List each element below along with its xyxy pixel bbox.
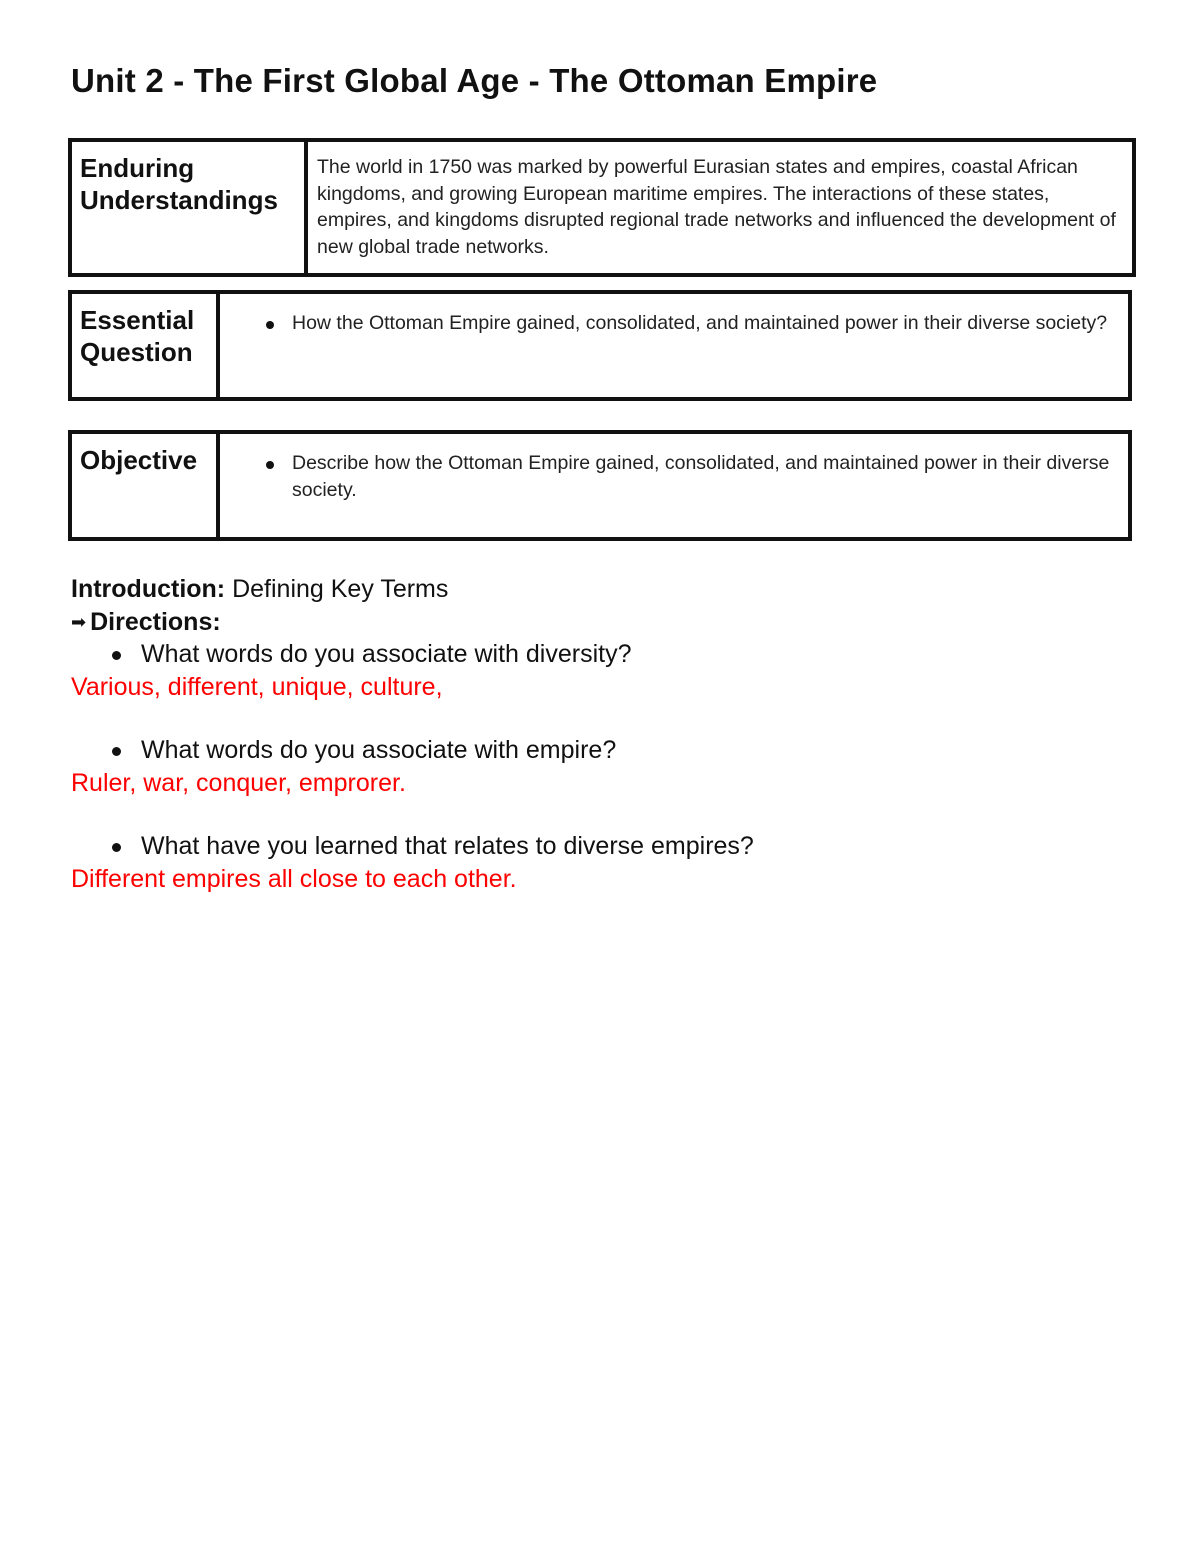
- directions-label: Directions:: [90, 607, 221, 636]
- objective-content: [220, 434, 1128, 537]
- question-item: [71, 638, 754, 671]
- directions-heading: [71, 606, 754, 639]
- bullet-icon: [266, 321, 274, 329]
- right-arrow-icon: ➡: [71, 611, 87, 632]
- bullet-icon: [112, 843, 121, 852]
- bullet-icon: [112, 747, 121, 756]
- essential-question-text: How the Ottoman Empire gained, consolidated, and maintained power in their diverse society?: [292, 312, 1108, 334]
- spacer: [71, 703, 754, 734]
- answer-text: Ruler, war, conquer, emprorer.: [71, 768, 406, 797]
- essential-label-line2: Question: [80, 337, 193, 367]
- essential-question-label: [72, 294, 220, 397]
- list-item: [230, 450, 1120, 503]
- objective-box: [68, 430, 1132, 541]
- enduring-understandings-box: [68, 138, 1136, 277]
- question-item: [71, 734, 754, 767]
- question-text: What words do you associate with empire?: [141, 736, 617, 764]
- essential-question-list: [230, 310, 1120, 337]
- question-text: What words do you associate with diversity?: [141, 640, 632, 668]
- bullet-icon: [266, 461, 274, 469]
- introduction-heading-bold: Introduction:: [71, 575, 226, 603]
- essential-label-line1: Essential: [80, 305, 195, 335]
- essential-question-content: [220, 294, 1128, 397]
- objective-label: Objective: [72, 434, 220, 537]
- objective-list: [230, 450, 1120, 503]
- introduction-section: [71, 573, 754, 895]
- answer-text: Various, different, unique, culture,: [71, 672, 443, 701]
- introduction-heading: [71, 573, 754, 606]
- spacer: [71, 799, 754, 830]
- page-title: Unit 2 - The First Global Age - The Ottoman Empire: [71, 62, 878, 99]
- enduring-label-line1: Enduring: [80, 153, 195, 183]
- question-item: [71, 830, 754, 863]
- enduring-understandings-label: [72, 142, 308, 273]
- introduction-heading-rest: Defining Key Terms: [225, 575, 449, 603]
- question-text: What have you learned that relates to diverse empires?: [141, 832, 754, 860]
- enduring-understandings-text: The world in 1750 was marked by powerful Eurasian states and empires, coastal African kingdoms, and growing European maritime empires. The interactions of these states, empires, and kingdoms disrupted regional trade networks and influenced the development of new global trade networks.: [317, 156, 1116, 258]
- bullet-icon: [112, 651, 121, 660]
- enduring-label-line2: Understandings: [80, 185, 278, 215]
- list-item: [230, 310, 1120, 337]
- essential-question-box: [68, 290, 1132, 401]
- objective-text: Describe how the Ottoman Empire gained, consolidated, and maintained power in their diverse society.: [292, 452, 1110, 501]
- answer-text: Different empires all close to each other.: [71, 864, 517, 893]
